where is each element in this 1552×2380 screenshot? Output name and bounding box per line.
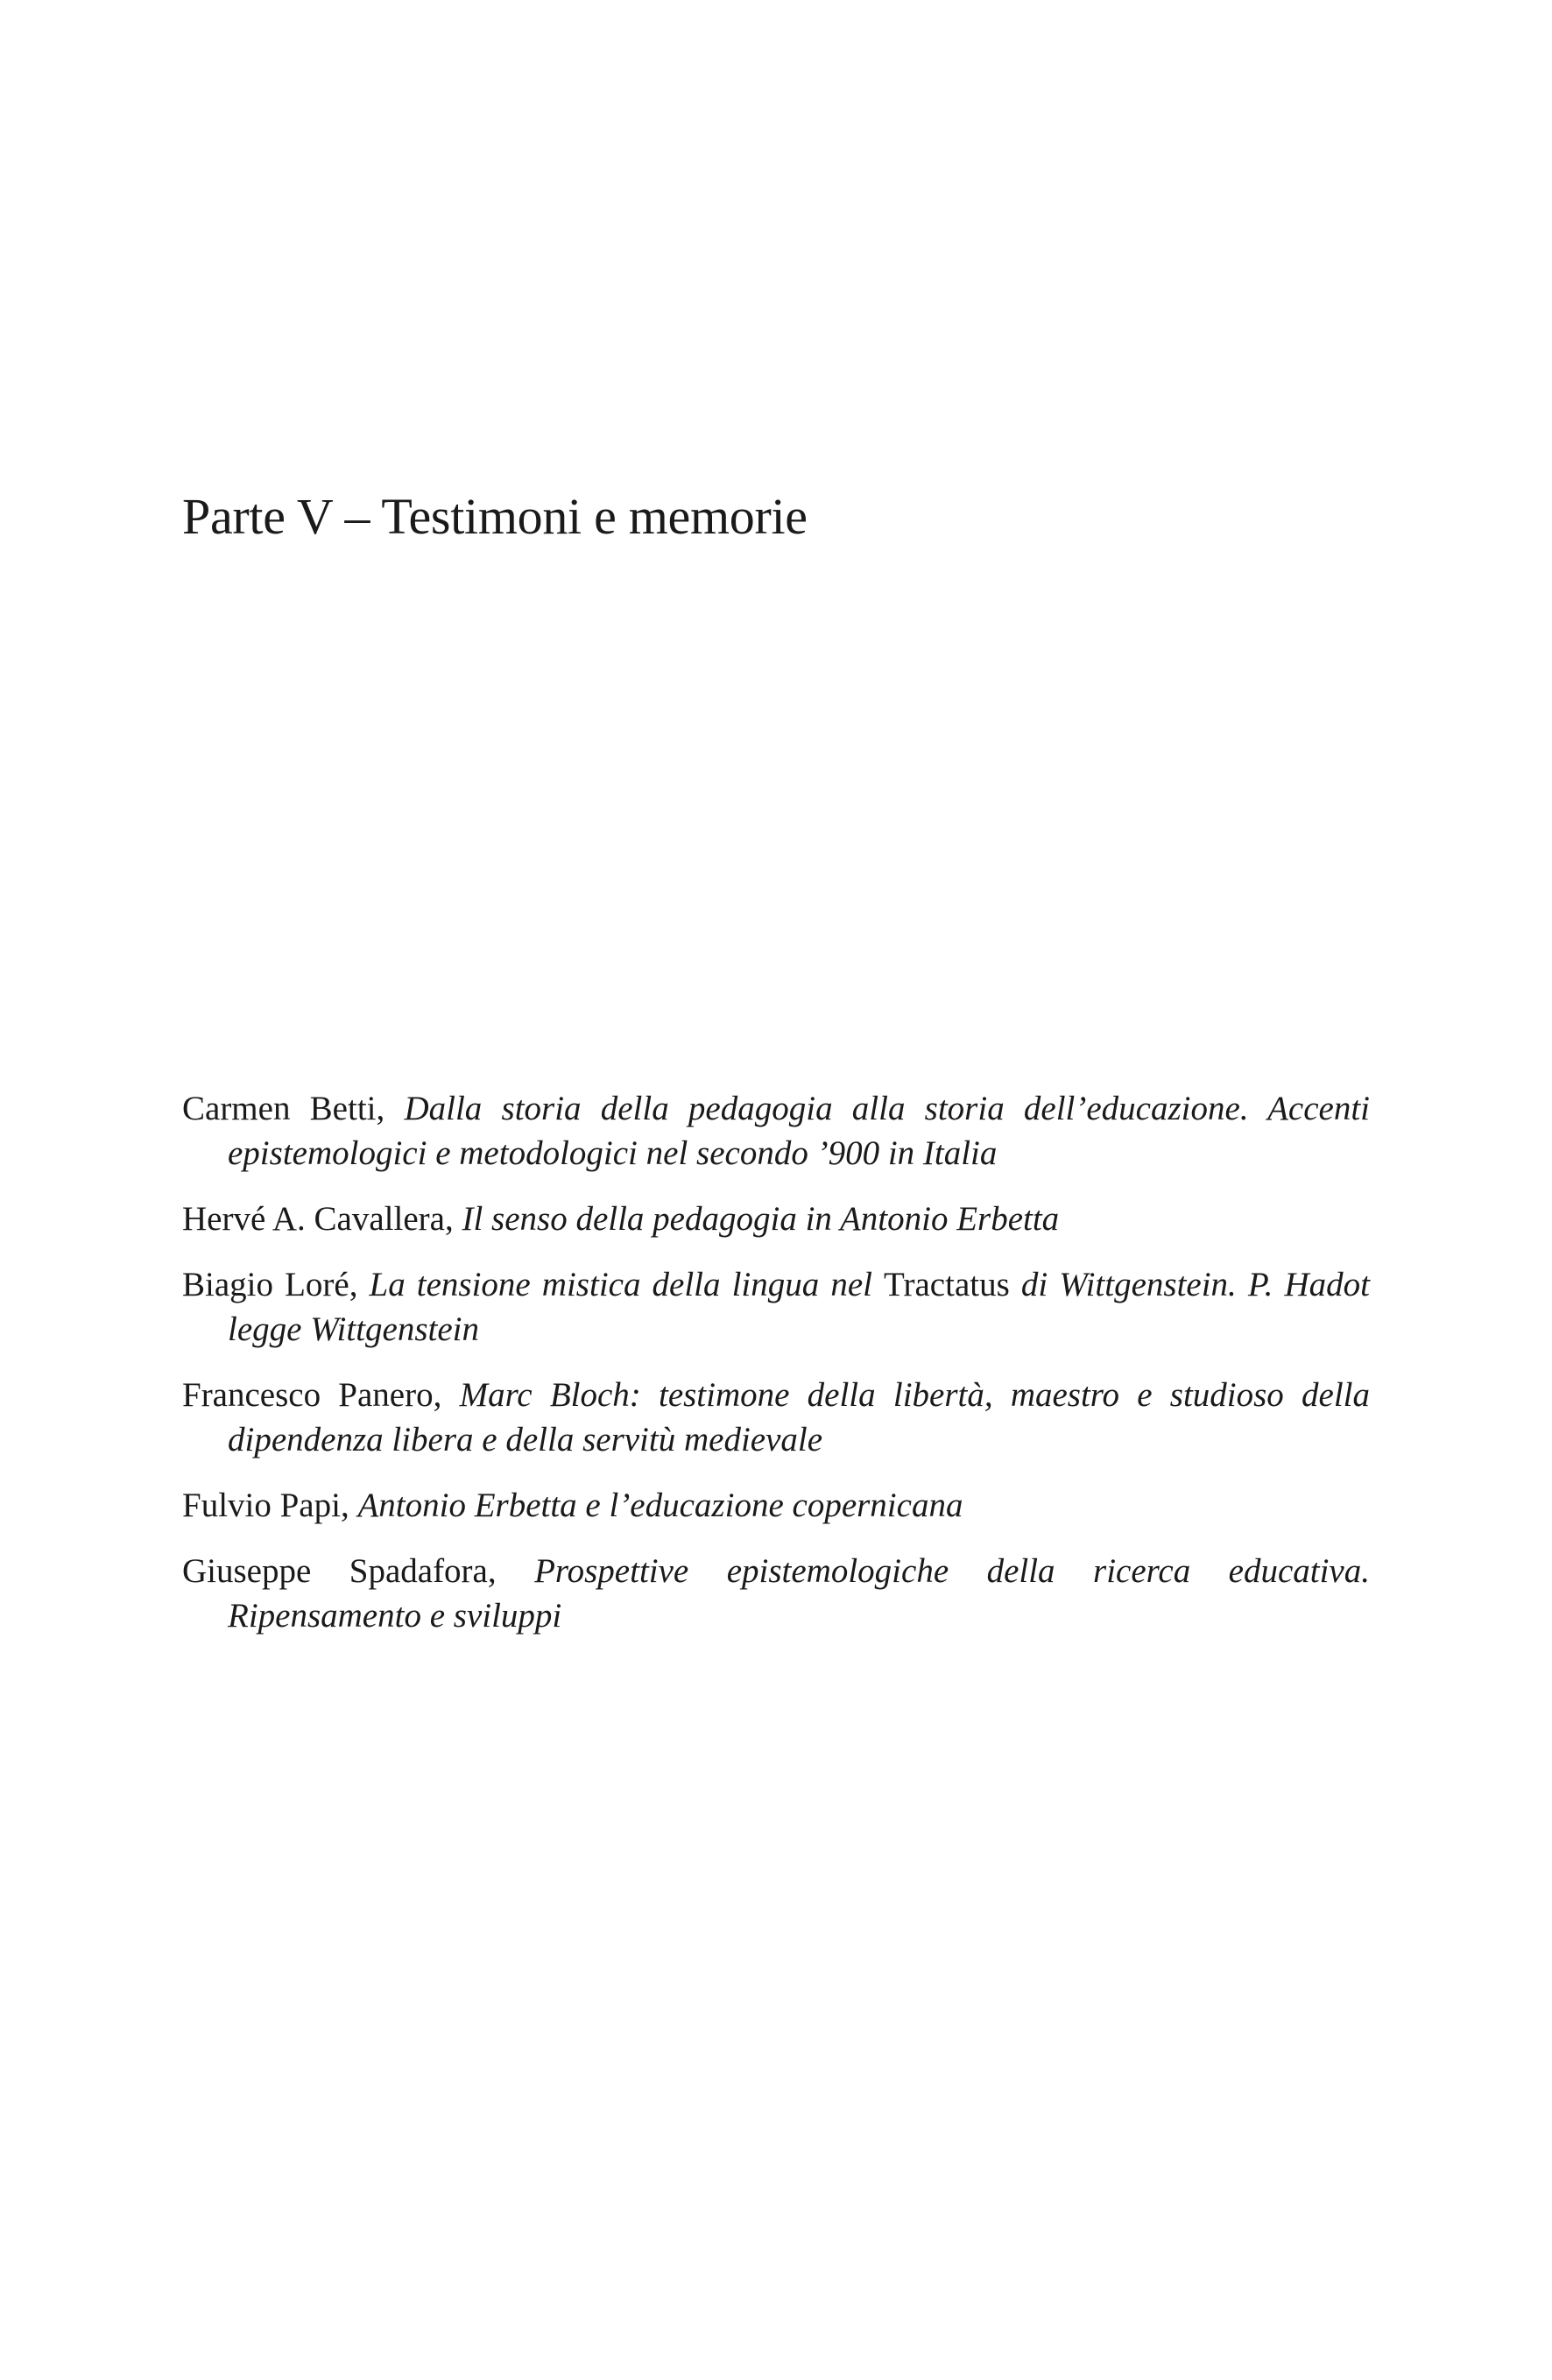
entry-title: Prospettive epistemologiche della ricerca educativa. Ripensamento e sviluppi	[228, 1552, 1370, 1635]
entry-separator: ,	[376, 1090, 405, 1127]
entry-title: di Wittgenstein. P. Hadot legge Wittgenstein	[228, 1266, 1370, 1348]
entry-author: Hervé A. Cavallera	[182, 1200, 445, 1238]
entry-title: La tensione mistica della lingua nel	[369, 1266, 885, 1303]
entry-title: Il senso della pedagogia in Antonio Erbetta	[462, 1200, 1060, 1238]
entry-author: Giuseppe Spadafora	[182, 1552, 488, 1590]
entry-author: Carmen Betti	[182, 1090, 377, 1127]
entry-title: Marc Bloch: testimone della libertà, maestro e studioso della dipendenza libera e della servitù medievale	[228, 1376, 1370, 1458]
contents-entry	[182, 1373, 1370, 1462]
entry-title: Antonio Erbetta e l’educazione copernicana	[357, 1487, 963, 1524]
contents-entry	[182, 1483, 1370, 1528]
contents-entry	[182, 1549, 1370, 1638]
page-title: Parte V – Testimoni e memorie	[182, 488, 808, 545]
contents-entry	[182, 1086, 1370, 1176]
contents-list	[182, 1086, 1370, 1659]
entry-separator: ,	[433, 1376, 460, 1414]
entry-separator: ,	[340, 1487, 358, 1524]
entry-separator: ,	[444, 1200, 462, 1238]
entry-title-upright: Tractatus	[884, 1266, 1010, 1303]
contents-entry	[182, 1262, 1370, 1352]
entry-separator: ,	[349, 1266, 370, 1303]
entry-separator: ,	[487, 1552, 535, 1590]
entry-author: Francesco Panero	[182, 1376, 434, 1414]
entry-author: Fulvio Papi	[182, 1487, 341, 1524]
contents-entry	[182, 1197, 1370, 1241]
entry-title: Dalla storia della pedagogia alla storia dell’educazione. Accenti epistemologici e metodologici nel secondo ’900 in Italia	[228, 1090, 1370, 1172]
entry-author: Biagio Loré	[182, 1266, 349, 1303]
